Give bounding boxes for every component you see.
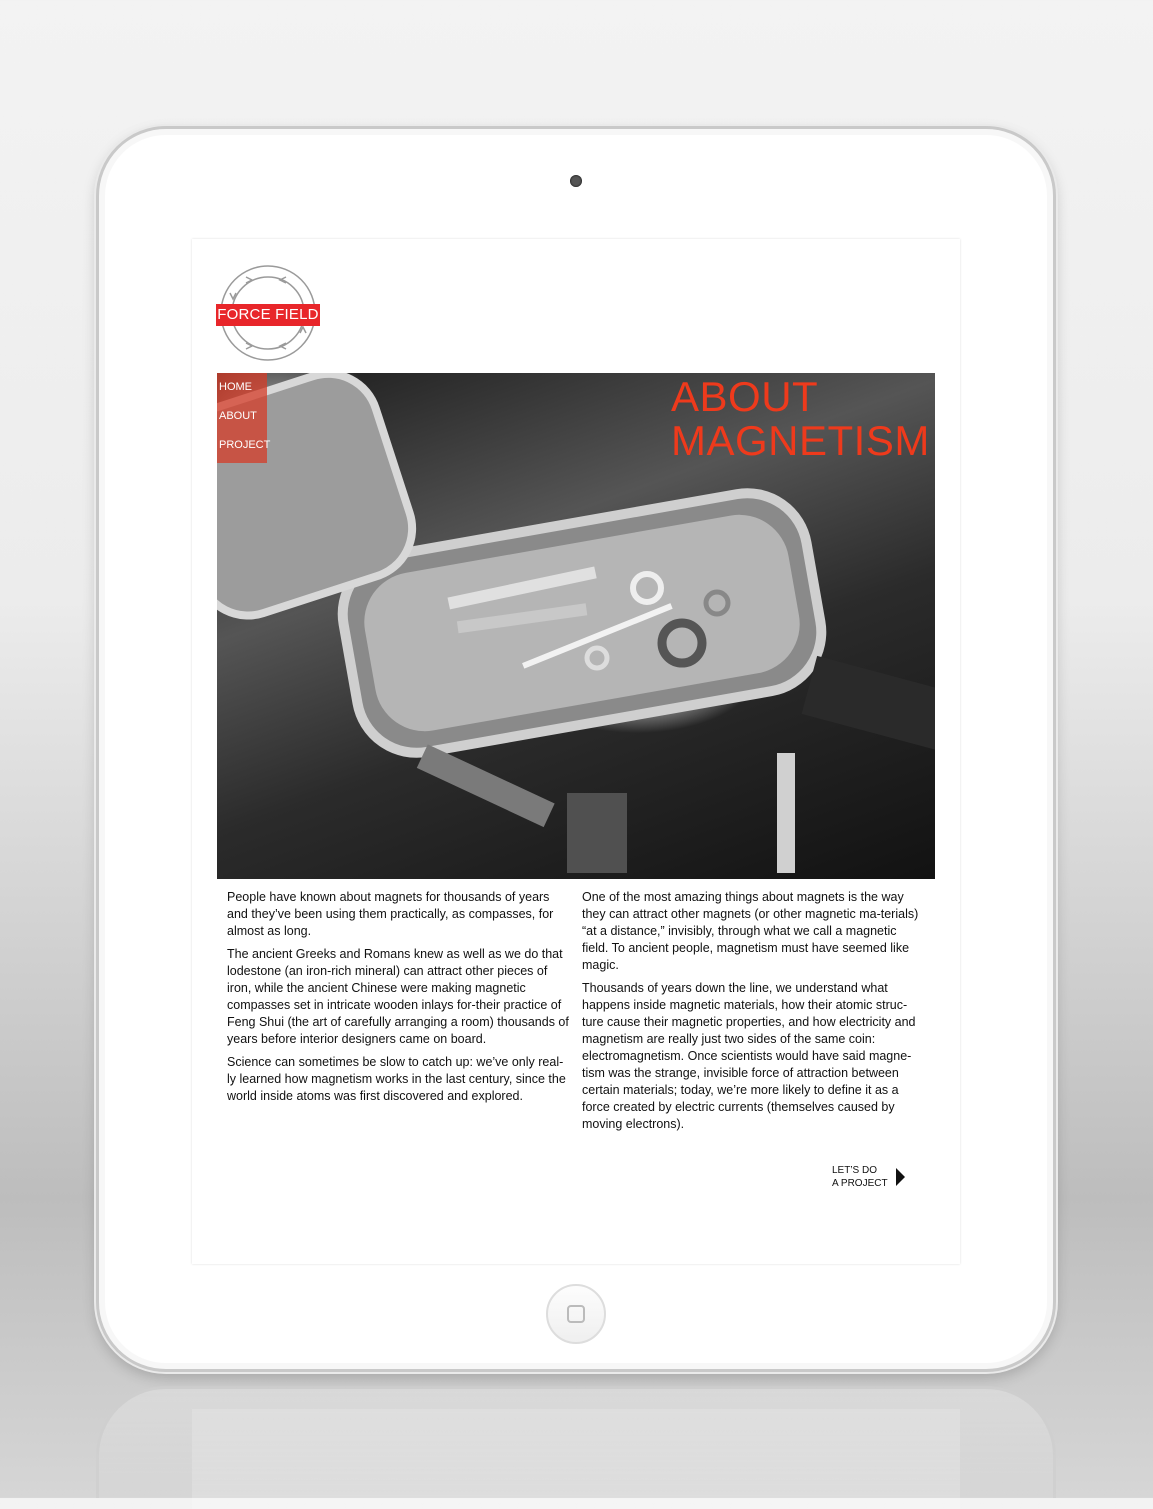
paragraph: The ancient Greeks and Romans knew as well as we do that lodestone (an iron-rich mineral) can attract other pieces of iron, while the ancient Chinese were making magnetic compasses set in intricate wooden inlays for-their practice of Feng Shui (the art of carefully arranging a room) thousands of years before interior designers came on board. bbox=[227, 947, 569, 1046]
hero-image bbox=[217, 373, 935, 879]
logo-label: FORCE FIELD bbox=[216, 304, 320, 326]
lets-do-a-project-link[interactable] bbox=[832, 1164, 912, 1192]
article-column-right bbox=[582, 889, 924, 1139]
paragraph: Science can sometimes be slow to catch up: we’ve only real-ly learned how magnetism works in the last century, since the world inside atoms was first discovered and explored. bbox=[227, 1055, 566, 1103]
arrow-right-icon bbox=[896, 1168, 905, 1186]
home-button[interactable] bbox=[546, 1284, 606, 1344]
main-nav bbox=[217, 373, 271, 463]
article-column-left bbox=[227, 889, 569, 1111]
page-title bbox=[671, 375, 930, 463]
paragraph: People have known about magnets for thousands of years and they’ve been using them practically, as compasses, for almost as long. bbox=[227, 890, 554, 938]
cta-line-2: A PROJECT bbox=[832, 1178, 888, 1189]
home-square-icon bbox=[567, 1305, 585, 1323]
cta-line-1: LET’S DO bbox=[832, 1165, 878, 1176]
page-title-line-2: MAGNETISM bbox=[671, 417, 930, 464]
force-field-logo[interactable] bbox=[216, 263, 320, 363]
nav-item-home[interactable]: HOME bbox=[219, 381, 252, 393]
paragraph: One of the most amazing things about magnets is the way they can attract other magnets (or other magnetic ma-terials) “at a distance,” invisibly, through what we call a magnetic field. To ancient people, magnetism must have seemed like magic. bbox=[582, 890, 919, 972]
nav-item-about[interactable]: ABOUT bbox=[219, 410, 257, 422]
reflection-screen bbox=[192, 1409, 960, 1509]
paragraph: Thousands of years down the line, we understand what happens inside magnetic materials, how their atomic struc-ture cause their magnetic properties, and how electricity and magnetism are really just two sides of the same coin: electromagnetism. Once scientists would have said magne-tism was the strange, invisible force of attraction between certain materials; today, we’re more likely to define it as a force created by electric currents (themselves caused by moving electrons). bbox=[582, 981, 916, 1131]
tablet-screen bbox=[192, 239, 960, 1264]
nav-item-project[interactable]: PROJECT bbox=[219, 439, 271, 451]
device-reflection bbox=[96, 1386, 1056, 1498]
camera-icon bbox=[570, 175, 582, 187]
page-title-line-1: ABOUT bbox=[671, 373, 819, 420]
